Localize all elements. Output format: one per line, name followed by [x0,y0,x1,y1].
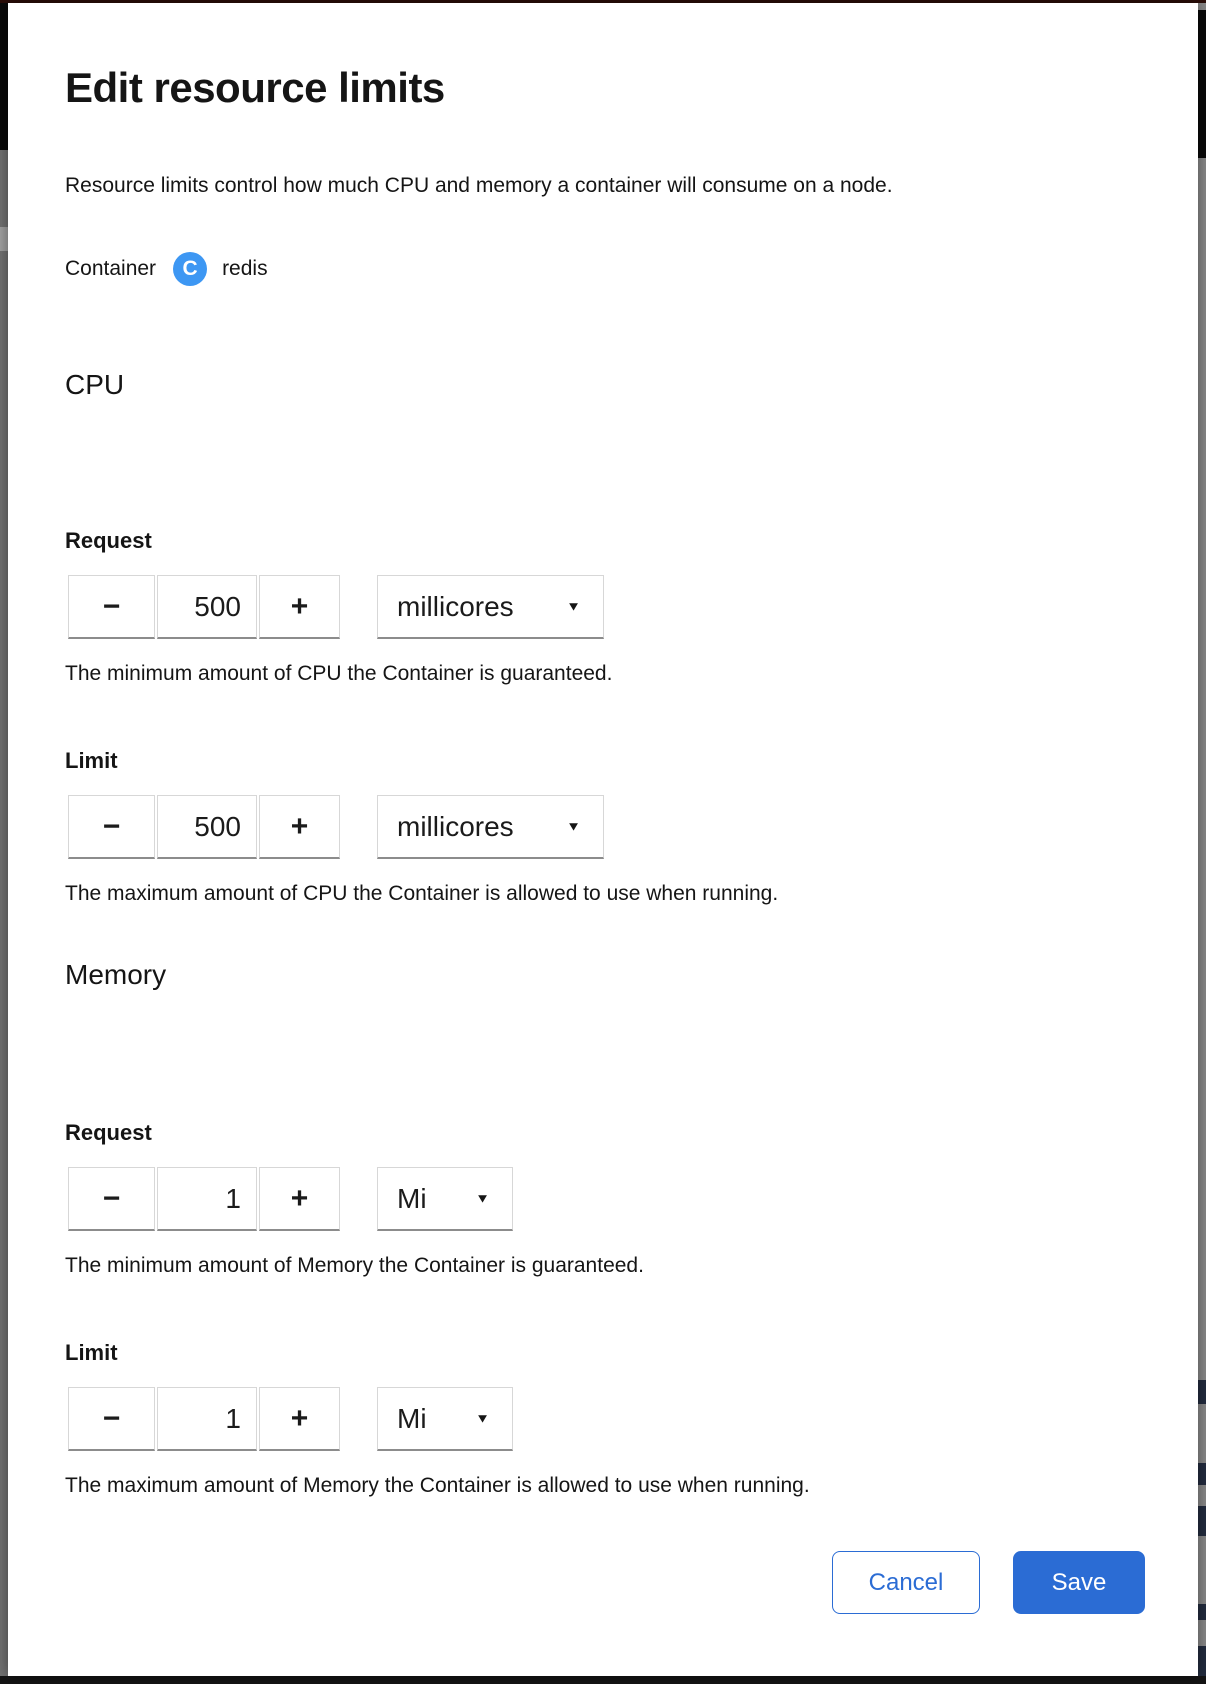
caret-down-icon: ▼ [566,599,581,614]
caret-down-icon: ▼ [566,819,581,834]
cpu-limit-unit-value: millicores [397,810,514,842]
backdrop-text-fragment [1198,1604,1206,1620]
container-name: redis [222,257,268,280]
section-heading-memory: Memory [65,959,167,990]
cpu-request-helper-text: The minimum amount of CPU the Container is guaranteed. [65,662,613,685]
memory-limit-decrement-button[interactable] [68,1387,155,1451]
modal-title: Edit resource limits [65,64,445,111]
cpu-request-increment-button[interactable] [259,575,340,639]
memory-limit-increment-button[interactable] [259,1387,340,1451]
section-heading-cpu: CPU [65,369,125,400]
caret-down-icon: ▼ [475,1191,490,1206]
memory-limit-label: Limit [65,1340,118,1365]
cancel-button[interactable]: Cancel [832,1551,980,1614]
cpu-limit-label: Limit [65,748,118,773]
backdrop-text-fragment [1198,1463,1206,1485]
memory-request-label: Request [65,1120,152,1145]
cpu-request-label: Request [65,528,152,553]
backdrop-right-dark-segment [1198,10,1206,158]
plus-icon: + [290,589,309,623]
cpu-limit-input-row [68,795,1145,859]
modal-description: Resource limits control how much CPU and memory a container will consume on a node. [65,174,893,197]
cpu-request-unit-select[interactable] [377,575,604,639]
memory-limit-input-row [68,1387,1145,1451]
memory-request-value-cell [157,1167,257,1231]
cpu-request-decrement-button[interactable] [68,575,155,639]
memory-request-input-row [68,1167,1145,1231]
cpu-limit-value-input[interactable] [158,796,256,857]
cpu-limit-unit-select[interactable] [377,795,604,859]
backdrop-text-fragment [1198,1380,1206,1404]
memory-limit-unit-value: Mi [397,1402,427,1434]
memory-request-group [65,1120,1145,1279]
memory-request-increment-button[interactable] [259,1167,340,1231]
minus-icon: − [102,1401,121,1435]
container-label: Container [65,257,157,280]
cpu-limit-group [65,748,1145,907]
backdrop-bottom-edge [0,1676,1206,1684]
memory-limit-helper-text: The maximum amount of Memory the Container is allowed to use when running. [65,1474,810,1497]
memory-limit-unit-select[interactable] [377,1387,513,1451]
container-row [65,251,268,287]
plus-icon: + [290,1181,309,1215]
cpu-limit-helper-text: The maximum amount of CPU the Container is allowed to use when running. [65,882,779,905]
memory-request-helper-text: The minimum amount of Memory the Container is guaranteed. [65,1254,644,1277]
minus-icon: − [102,589,121,623]
memory-limit-group [65,1340,1145,1499]
container-badge-icon: C [173,252,207,286]
cpu-request-unit-value: millicores [397,590,514,622]
memory-request-decrement-button[interactable] [68,1167,155,1231]
cpu-limit-decrement-button[interactable] [68,795,155,859]
backdrop-left-light-segment [0,227,8,251]
cpu-request-group [65,528,1145,687]
memory-request-unit-select[interactable] [377,1167,513,1231]
memory-request-unit-value: Mi [397,1182,427,1214]
backdrop-left-edge [0,3,8,1676]
plus-icon: + [290,1401,309,1435]
minus-icon: − [102,1181,121,1215]
cpu-limit-increment-button[interactable] [259,795,340,859]
cpu-request-value-input[interactable] [158,576,256,637]
minus-icon: − [102,809,121,843]
backdrop-left-dark-segment [0,3,8,150]
cpu-request-input-row [68,575,1145,639]
memory-request-value-input[interactable] [158,1168,256,1229]
plus-icon: + [290,809,309,843]
backdrop-text-fragment [1198,1646,1206,1676]
memory-limit-value-cell [157,1387,257,1451]
backdrop-right-edge [1198,3,1206,1676]
memory-limit-value-input[interactable] [158,1388,256,1449]
cpu-request-value-cell [157,575,257,639]
cpu-limit-value-cell [157,795,257,859]
backdrop-text-fragment [1198,1506,1206,1536]
caret-down-icon: ▼ [475,1411,490,1426]
save-button[interactable]: Save [1013,1551,1145,1614]
edit-resource-limits-modal [8,3,1198,1676]
